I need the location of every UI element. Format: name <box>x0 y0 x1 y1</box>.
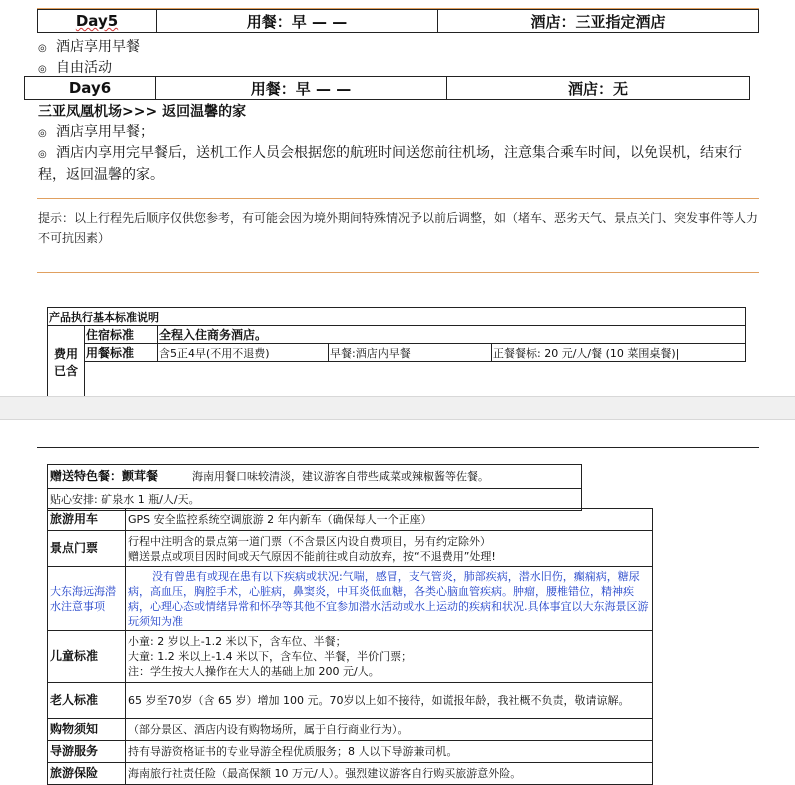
day5-hotel: 酒店：三亚指定酒店 <box>438 10 759 33</box>
notice-rule-top <box>37 198 759 199</box>
side-label: 费用已含 <box>48 326 85 400</box>
terms-text: 持有导游资格证书的专业导游全程优质服务；8 人以下导游兼司机。 <box>126 741 653 763</box>
day6-header <box>24 76 750 100</box>
row-cell: 早餐:酒店内早餐 <box>329 344 492 362</box>
page2-rule <box>37 447 759 448</box>
terms-text: 小童: 2 岁以上-1.2 米以下，含车位、半餐； 大童: 1.2 米以上-1.4 米以下，含车位、半餐，半价门票； 注：学生按大人操作在大人的基础上加 200 元/人。 <box>126 631 653 683</box>
row-cell: 含5正4早(不用不退费) <box>158 344 329 362</box>
day5-meal: 用餐：早 — — <box>157 10 438 33</box>
terms-text: GPS 安全监控系统空调旅游 2 年内新车（确保每人一个正座） <box>126 509 653 531</box>
care-row: 贴心安排: 矿泉水 1 瓶/人/天。 <box>48 489 582 511</box>
row-label: 住宿标准 <box>85 326 158 344</box>
day6-item: ◎ 酒店享用早餐； <box>38 124 154 140</box>
notice-rule-bottom <box>37 272 759 273</box>
day5-item: ◎ 自由活动 <box>38 60 112 76</box>
day5-item: ◎ 酒店享用早餐 <box>38 39 140 55</box>
terms-label: 儿童标准 <box>48 631 126 683</box>
terms-text: 没有曾患有或现在患有以下疾病或状况:气喘，感冒，支气管炎，肺部疾病，潜水旧伤，癫痫病，糖尿病，高血压，胸腔手术，心脏病，鼻窦炎，中耳炎低血糖，各类心脑血管疾病。肿瘤，腰椎错位，精神疾病，心理心态或情绪异常和怀孕等其他不宜参加潜水活动或水上运动的疾病和状况.具体事宜以大东海景区游玩须知为准 <box>126 567 653 631</box>
gift-table <box>47 464 582 511</box>
notice-text: 提示：以上行程先后顺序仅供您参考，有可能会因为境外期间特殊情况予以前后调整，如（堵车、恶劣天气、景点关门、突发事件等人力不可抗因素） <box>38 211 759 245</box>
row-label: 用餐标准 <box>85 344 158 362</box>
terms-label: 景点门票 <box>48 531 126 567</box>
standard-table <box>47 307 746 400</box>
standard-title: 产品执行基本标准说明 <box>48 308 746 326</box>
page-break <box>0 396 795 420</box>
day5-label: Day5 <box>38 10 157 33</box>
terms-label: 旅游用车 <box>48 509 126 531</box>
terms-label: 大东海远海潜水注意事项 <box>48 567 126 631</box>
terms-text: 行程中注明含的景点第一道门票（不含景区内设自费项目，另有约定除外） 赠送景点或项目因时间或天气原因不能前往或自动放弃，按“不退费用”处理! <box>126 531 653 567</box>
terms-table <box>47 508 653 785</box>
day6-meal: 用餐：早 — — <box>156 77 447 100</box>
gift-row <box>48 465 582 489</box>
terms-label: 导游服务 <box>48 741 126 763</box>
terms-text: （部分景区、酒店内设有购物场所，属于自行商业行为）。 <box>126 719 653 741</box>
terms-text: 海南旅行社责任险（最高保额 10 万元/人）。强烈建议游客自行购买旅游意外险。 <box>126 763 653 785</box>
gift-label: 赠送特色餐：颤茸餐 <box>50 469 159 483</box>
terms-text: 65 岁至70岁（含 65 岁）增加 100 元。70岁以上如不接待，如谎报年龄，我社概不负责，敬请谅解。 <box>126 683 653 719</box>
day5-header <box>37 9 759 33</box>
day6-item: ◎ 酒店内享用完早餐后，送机工作人员会根据您的航班时间送您前往机场，注意集合乘车时间，以免误机，结束行程，返回温馨的家。 <box>38 145 742 183</box>
day6-route: 三亚凤凰机场>>> 返回温馨的家 <box>38 104 247 120</box>
row-cell: 全程入住商务酒店。 <box>158 326 746 344</box>
day6-hotel: 酒店：无 <box>447 77 750 100</box>
terms-label: 购物须知 <box>48 719 126 741</box>
row-cell: 正餐餐标: 20 元/人/餐 (10 菜围桌餐)| <box>492 344 746 362</box>
day6-label: Day6 <box>25 77 156 100</box>
terms-label: 老人标准 <box>48 683 126 719</box>
gift-text: 海南用餐口味较清淡，建议游客自带些咸菜或辣椒酱等佐餐。 <box>192 470 490 483</box>
terms-label: 旅游保险 <box>48 763 126 785</box>
